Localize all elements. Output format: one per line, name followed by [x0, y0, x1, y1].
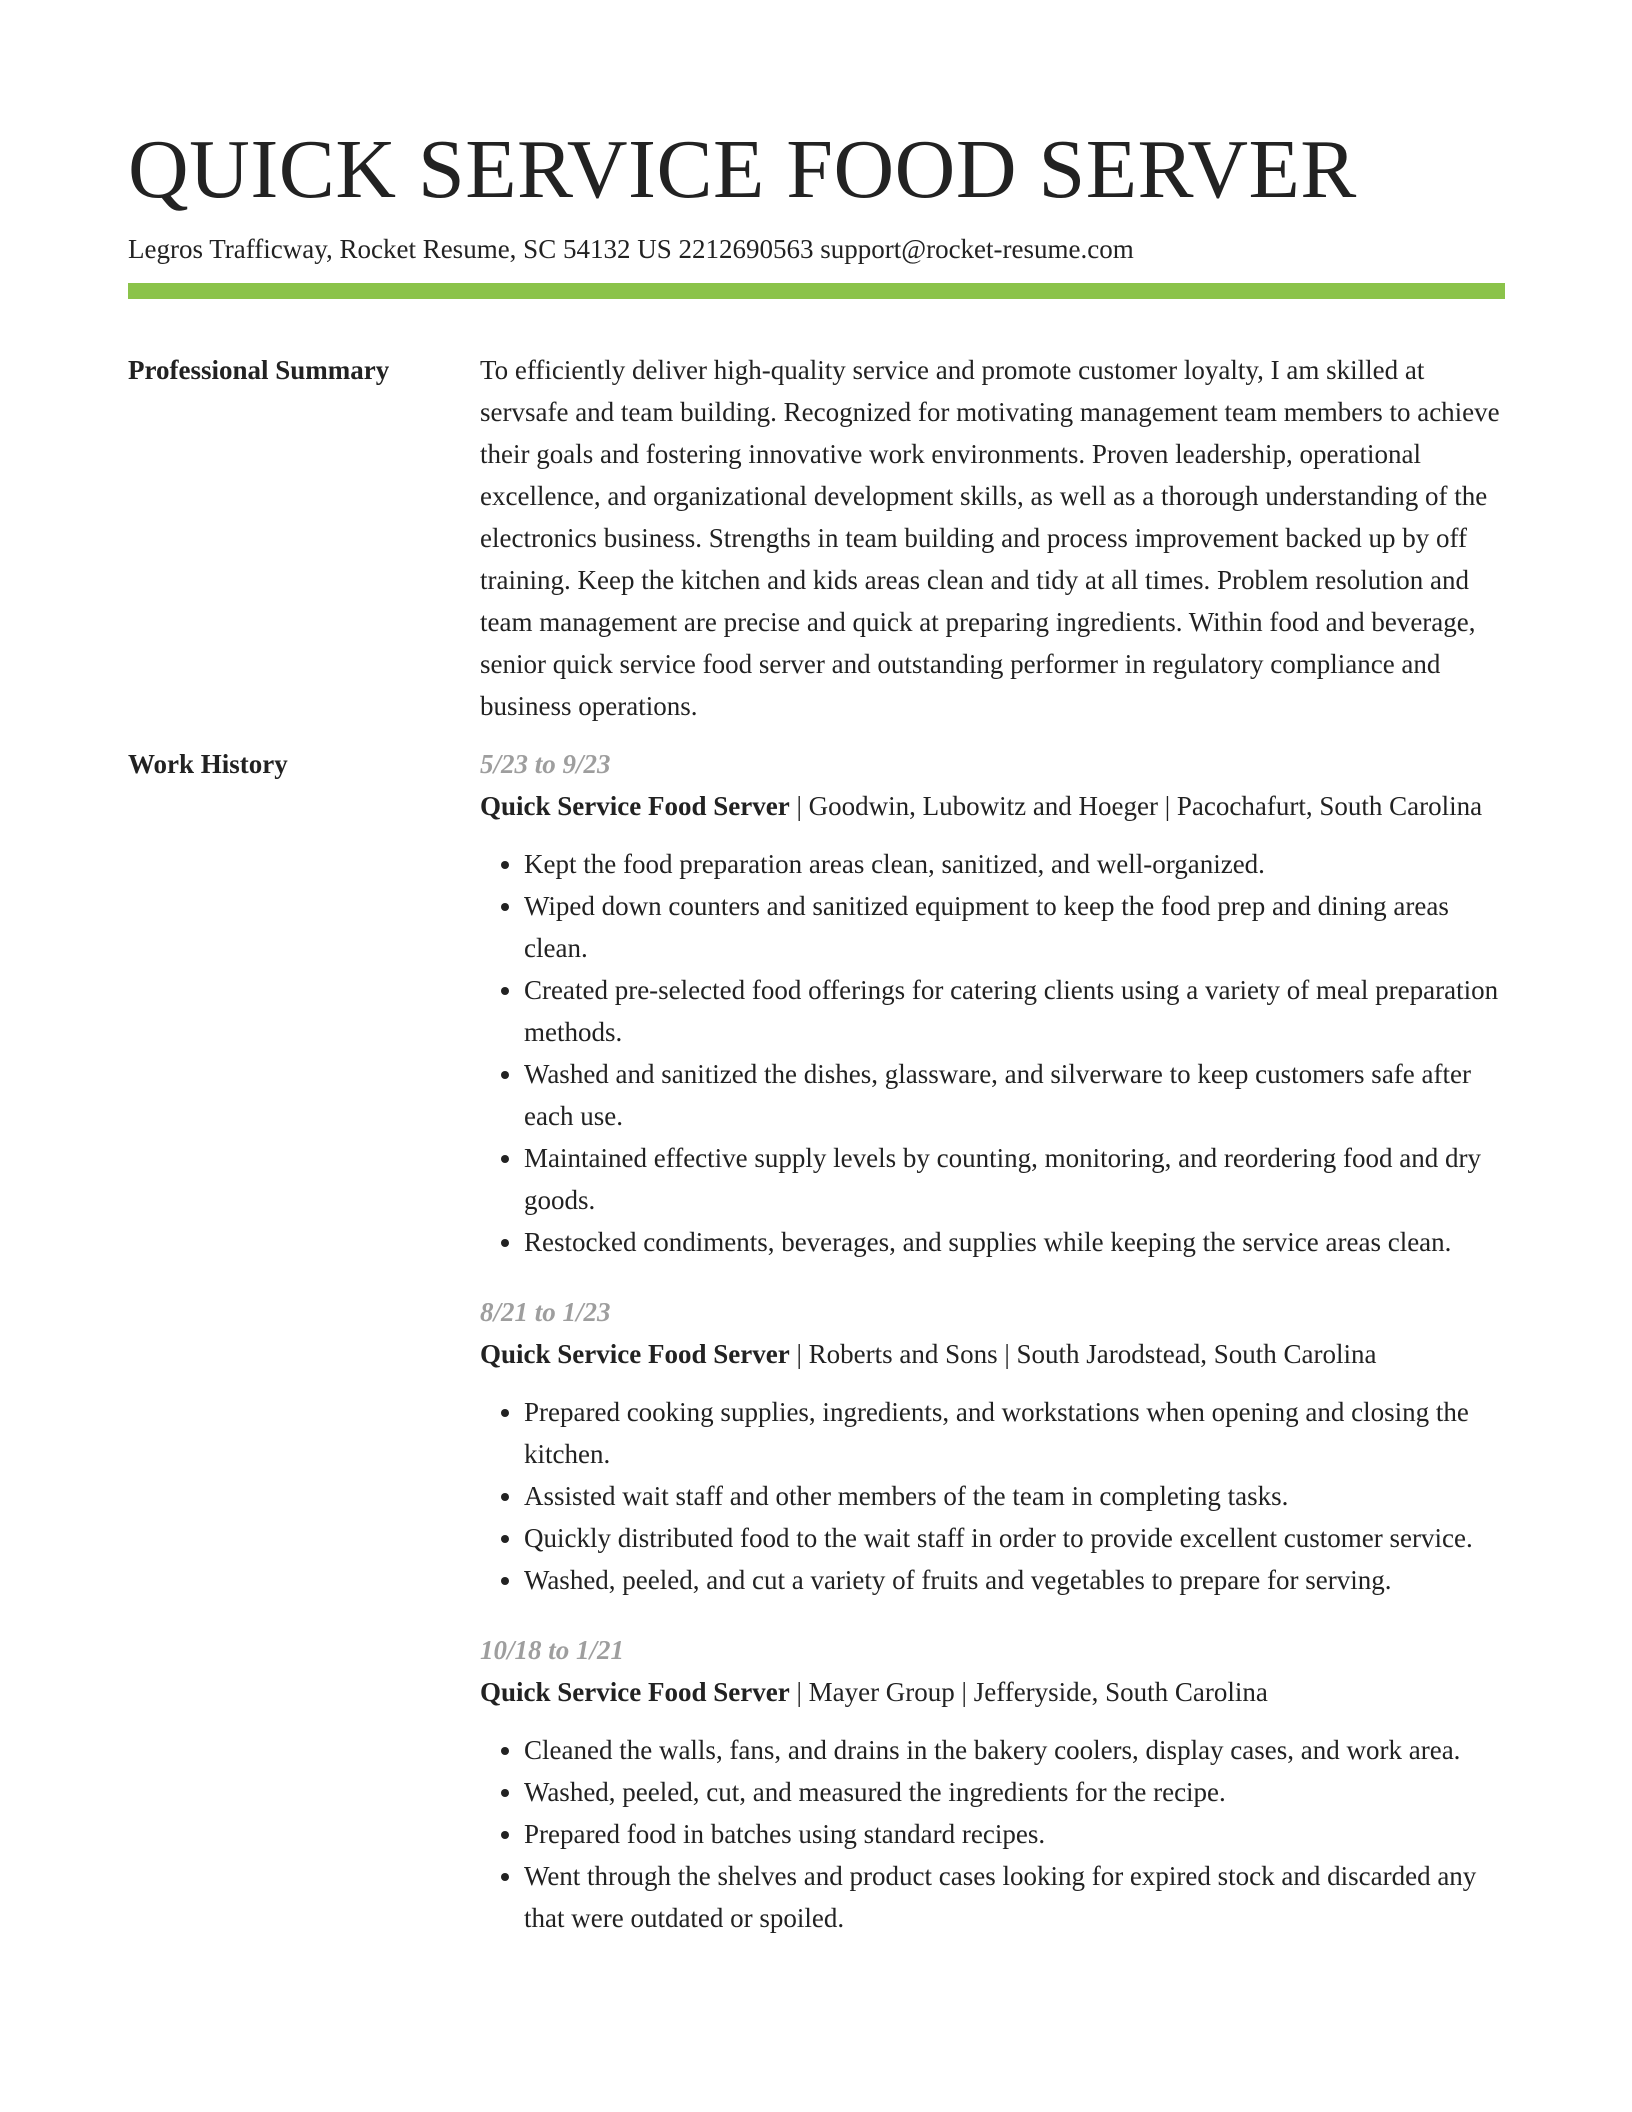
job-bullet: • Maintained effective supply levels by counting, monitoring, and reordering food and dry goods.: [524, 1137, 1505, 1221]
job-bullet: • Washed, peeled, and cut a variety of fruits and vegetables to prepare for serving.: [524, 1559, 1505, 1601]
job-bullet: • Created pre-selected food offerings for catering clients using a variety of meal preparation methods.: [524, 969, 1505, 1053]
professional-summary-section: [128, 349, 1505, 727]
contact-line: Legros Trafficway, Rocket Resume, SC 54132 US 2212690563 support@rocket-resume.com: [128, 234, 1134, 264]
job-bullet: • Washed and sanitized the dishes, glassware, and silverware to keep customers safe after each use.: [524, 1053, 1505, 1137]
summary-text: To efficiently deliver high-quality service and promote customer loyalty, I am skilled at servsafe and team building. Recognized for motivating management team members to achieve their goals and fostering innovative work environments. Proven leadership, operational excellence, and organizational development skills, as well as a thorough understanding of the electronics business. Strengths in team building and process improvement backed up by off training. Keep the kitchen and kids areas clean and tidy at all times. Problem resolution and team management are precise and quick at preparing ingredients. Within food and beverage, senior quick service food server and outstanding performer in regulatory compliance and business operations.: [480, 355, 1500, 721]
job-dates: 5/23 to 9/23: [480, 749, 611, 779]
job-bullet: • Washed, peeled, cut, and measured the ingredients for the recipe.: [524, 1771, 1505, 1813]
summary-body: [480, 349, 1505, 727]
job-title: Quick Service Food Server: [480, 1677, 790, 1707]
job-entry: [480, 1291, 1505, 1601]
job-title: Quick Service Food Server: [480, 1339, 790, 1369]
header-divider: [128, 283, 1505, 299]
job-bullet: • Prepared cooking supplies, ingredients, and workstations when opening and closing the kitchen.: [524, 1391, 1505, 1475]
section-label-summary: Professional Summary: [128, 355, 390, 385]
job-dates: 8/21 to 1/23: [480, 1297, 611, 1327]
section-label-work-history: Work History: [128, 749, 288, 779]
job-bullet-list: [480, 1729, 1505, 1939]
job-bullet: • Restocked condiments, beverages, and supplies while keeping the service areas clean.: [524, 1221, 1505, 1263]
job-employer-location: | Mayer Group | Jefferyside, South Carolina: [789, 1677, 1268, 1707]
job-title-line: [480, 1671, 1505, 1713]
job-entry: [480, 743, 1505, 1263]
job-bullet: • Went through the shelves and product cases looking for expired stock and discarded any that were outdated or spoiled.: [524, 1855, 1505, 1939]
resume-page: [128, 0, 1505, 1967]
job-bullet: • Kept the food preparation areas clean, sanitized, and well-organized.: [524, 843, 1505, 885]
job-bullet: • Cleaned the walls, fans, and drains in the bakery coolers, display cases, and work area.: [524, 1729, 1505, 1771]
work-history-body: [480, 743, 1505, 1967]
job-bullet-list: [480, 1391, 1505, 1601]
job-employer-location: | Roberts and Sons | South Jarodstead, South Carolina: [789, 1339, 1377, 1369]
work-history-section: [128, 743, 1505, 1967]
page-title: QUICK SERVICE FOOD SERVER: [128, 123, 1357, 216]
job-bullet-list: [480, 843, 1505, 1263]
job-title-line: [480, 785, 1505, 827]
job-employer-location: | Goodwin, Lubowitz and Hoeger | Pacochafurt, South Carolina: [789, 791, 1483, 821]
job-bullet: • Quickly distributed food to the wait staff in order to provide excellent customer service.: [524, 1517, 1505, 1559]
job-title: Quick Service Food Server: [480, 791, 790, 821]
job-bullet: • Assisted wait staff and other members of the team in completing tasks.: [524, 1475, 1505, 1517]
job-entry: [480, 1629, 1505, 1939]
job-dates: 10/18 to 1/21: [480, 1635, 625, 1665]
job-bullet: • Wiped down counters and sanitized equipment to keep the food prep and dining areas clean.: [524, 885, 1505, 969]
job-title-line: [480, 1333, 1505, 1375]
job-bullet: • Prepared food in batches using standard recipes.: [524, 1813, 1505, 1855]
